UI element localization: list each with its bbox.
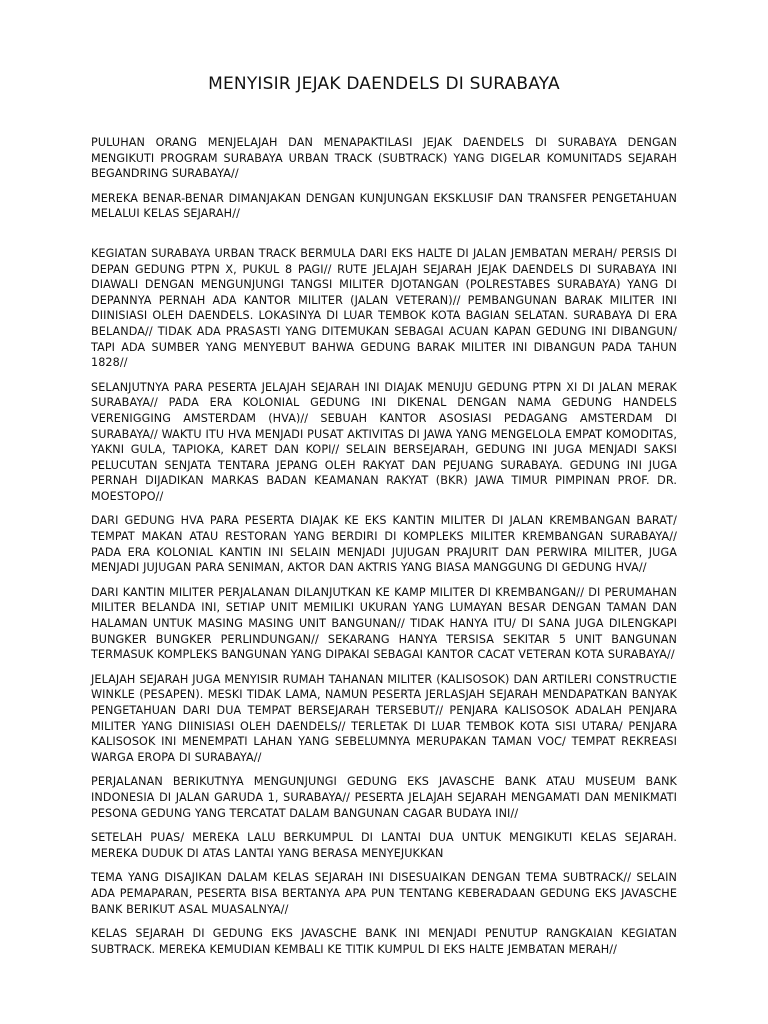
paragraph: PERJALANAN BERIKUTNYA MENGUNJUNGI GEDUNG EKS JAVASCHE BANK ATAU MUSEUM BANK INDONESIA DI JALAN GARUDA 1, SURABAYA// PESERTA JELAJAH SEJARAH MENGAMATI DAN MENIKMATI PESONA GEDUNG YANG TERCATAT DALAM BANGUNAN CAGAR BUDAYA INI// <box>91 775 677 820</box>
paragraph: KELAS SEJARAH DI GEDUNG EKS JAVASCHE BANK INI MENJADI PENUTUP RANGKAIAN KEGIATAN SUBTRACK. MEREKA KEMUDIAN KEMBALI KE TITIK KUMPUL DI EKS HALTE JEMBATAN MERAH// <box>91 927 677 956</box>
paragraph: MEREKA BENAR-BENAR DIMANJAKAN DENGAN KUNJUNGAN EKSKLUSIF DAN TRANSFER PENGETAHUAN MELALUI KELAS SEJARAH// <box>91 191 677 221</box>
document-title: MENYISIR JEJAK DAENDELS DI SURABAYA <box>208 74 560 94</box>
document-body <box>91 135 677 966</box>
paragraph: SELANJUTNYA PARA PESERTA JELAJAH SEJARAH INI DIAJAK MENUJU GEDUNG PTPN XI DI JALAN MERAK SURABAYA// PADA ERA KOLONIAL GEDUNG INI DIKENAL DENGAN NAMA GEDUNG HANDELS VERENIGGING AMSTERDAM (HVA)// SEBUAH KANTOR ASOSIASI PEDAGANG AMSTERDAM DI SURABAYA// WAKTU ITU HVA MENJADI PUSAT AKTIVITAS DI JAWA YANG MENGELOLA EMPAT KOMODITAS, YAKNI GULA, TAPIOKA, KARET DAN KOPI// SELAIN BERSEJARAH, GEDUNG INI JUGA MENJADI SAKSI PELUCUTAN SENJATA TENTARA JEPANG OLEH RAKYAT DAN PEJUANG SURABAYA. GEDUNG INI JUGA PERNAH DIJADIKAN MARKAS BADAN KEAMANAN RAKYAT (BKR) JAWA TIMUR PIMPINAN PROF. DR. MOESTOPO// <box>91 380 677 503</box>
paragraph: DARI KANTIN MILITER PERJALANAN DILANJUTKAN KE KAMP MILITER DI KREMBANGAN// DI PERUMAHAN MILITER BELANDA INI, SETIAP UNIT MEMILIKI UKURAN YANG LUMAYAN BESAR DENGAN TAMAN DAN HALAMAN UNTUK MASING MASING UNIT BANGUNAN// TIDAK HANYA ITU/ DI SANA JUGA DILENGKAPI BUNGKER BUNGKER PERLINDUNGAN// SEKARANG HANYA TERSISA SEKITAR 5 UNIT BANGUNAN TERMASUK KOMPLEKS BANGUNAN YANG DIPAKAI SEBAGAI KANTOR CACAT VETERAN KOTA SURABAYA// <box>91 585 677 662</box>
paragraph: PULUHAN ORANG MENJELAJAH DAN MENAPAKTILASI JEJAK DAENDELS DI SURABAYA DENGAN MENGIKUTI PROGRAM SURABAYA URBAN TRACK (SUBTRACK) YANG DIGELAR KOMUNITADS SEJARAH BEGANDRING SURABAYA// <box>91 136 677 181</box>
paragraph: KEGIATAN SURABAYA URBAN TRACK BERMULA DARI EKS HALTE DI JALAN JEMBATAN MERAH/ PERSIS DI DEPAN GEDUNG PTPN X, PUKUL 8 PAGI// RUTE JELAJAH SEJARAH JEJAK DAENDELS DI SURABAYA INI DIAWALI DENGAN MENGUNJUNGI TANGSI MILITER DJOTANGAN (POLRESTABES SURABAYA) YANG DI DEPANNYA PERNAH ADA KANTOR MILITER (JALAN VETERAN)// PEMBANGUNAN BARAK MILITER INI DIINISIASI OLEH DAENDELS. LOKASINYA DI LUAR TEMBOK KOTA BAGIAN SELATAN. SURABAYA DI ERA BELANDA// TIDAK ADA PRASASTI YANG DITEMUKAN SEBAGAI ACUAN KAPAN GEDUNG INI DIBANGUN/ TAPI ADA SUMBER YANG MENYEBUT BAHWA GEDUNG BARAK MILITER INI DIBANGUN PADA TAHUN 1828// <box>91 246 677 370</box>
paragraph: DARI GEDUNG HVA PARA PESERTA DIAJAK KE EKS KANTIN MILITER DI JALAN KREMBANGAN BARAT/ TEMPAT MAKAN ATAU RESTORAN YANG BERDIRI DI KOMPLEKS MILITER KREMBANGAN SURABAYA// PADA ERA KOLONIAL KANTIN INI SELAIN MENJADI JUJUGAN PRAJURIT DAN PERWIRA MILITER, JUGA MENJADI JUJUGAN PARA SENIMAN, AKTOR DAN AKTRIS YANG BIASA MANGGUNG DI GEDUNG HVA// <box>91 514 677 575</box>
paragraph: JELAJAH SEJARAH JUGA MENYISIR RUMAH TAHANAN MILITER (KALISOSOK) DAN ARTILERI CONSTRUCTIE WINKLE (PESAPEN). MESKI TIDAK LAMA, NAMUN PESERTA JERLASJAH SEJARAH MENDAPATKAN BANYAK PENGETAHUAN DARI DUA TEMPAT BERSEJARAH TERSEBUT// PENJARA KALISOSOK ADALAH PENJARA MILITER YANG DIINISIASI OLEH DAENDELS// TERLETAK DI LUAR TEMBOK KOTA SISI UTARA/ PENJARA KALISOSOK INI MENEMPATI LAHAN YANG SEBELUMNYA MERUPAKAN TAMAN VOC/ TEMPAT REKREASI WARGA EROPA DI SURABAYA// <box>91 672 677 764</box>
paragraph: TEMA YANG DISAJIKAN DALAM KELAS SEJARAH INI DISESUAIKAN DENGAN TEMA SUBTRACK// SELAIN ADA PEMAPARAN, PESERTA BISA BERTANYA APA PUN TENTANG KEBERADAAN GEDUNG EKS JAVASCHE BANK BERIKUT ASAL MUASALNYA// <box>91 871 677 916</box>
paragraph: SETELAH PUAS/ MEREKA LALU BERKUMPUL DI LANTAI DUA UNTUK MENGIKUTI KELAS SEJARAH. MEREKA DUDUK DI ATAS LANTAI YANG BERASA MENYEJUKKAN <box>91 831 677 860</box>
